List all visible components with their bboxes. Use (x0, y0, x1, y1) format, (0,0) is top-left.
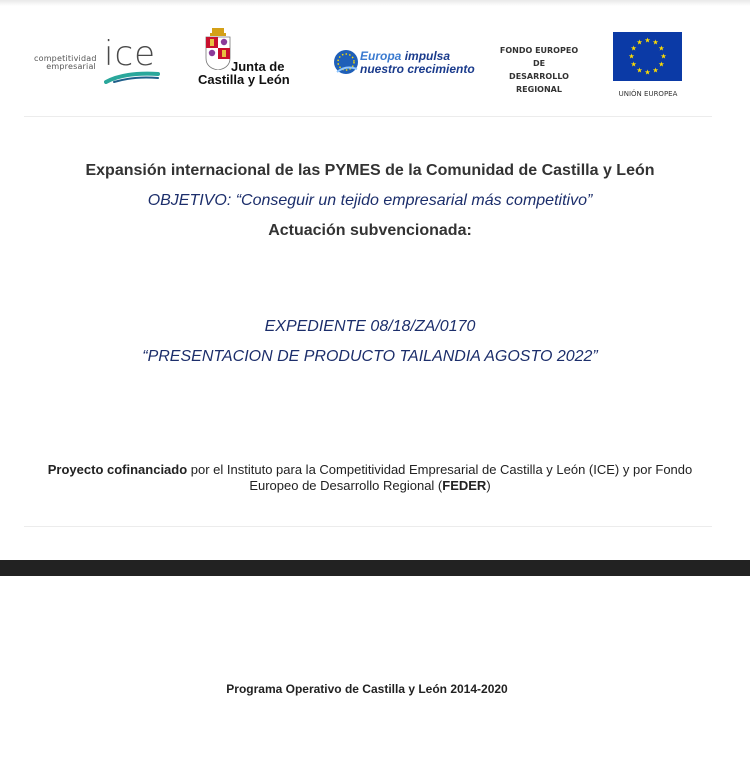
svg-text:★: ★ (630, 60, 637, 69)
funding-statement (30, 462, 710, 494)
programa-operativo: Programa Operativo de Castilla y León 2014-2020 (226, 682, 508, 696)
logo-strip (0, 0, 750, 110)
feder-logo-text (493, 44, 585, 96)
junta-line2: Castilla y León (198, 72, 290, 87)
svg-text:★: ★ (652, 38, 659, 47)
ice-logo-subtitle: competitividad empresarial (34, 54, 97, 71)
svg-text:★: ★ (644, 68, 651, 77)
divider-bottom (24, 526, 712, 527)
feder-line3: REGIONAL (516, 85, 562, 94)
funding-text: por el Instituto para la Competitividad Empresarial de Castilla y León (ICE) y por Fondo Europeo de Desarrollo Regional ( (187, 462, 693, 493)
funding-lead: Proyecto cofinanciado (47, 462, 188, 477)
expediente-name: “PRESENTACION DE PRODUCTO TAILANDIA AGOSTO 2022” (142, 348, 598, 365)
junta-castilla-leon-logo (198, 28, 298, 90)
svg-text:★: ★ (652, 66, 659, 75)
ice-swoosh-icon (104, 70, 160, 84)
divider-top (24, 116, 712, 117)
expediente-number: EXPEDIENTE 08/18/ZA/0170 (264, 318, 476, 335)
feder-line2: DESARROLLO (509, 72, 569, 81)
svg-text:★: ★ (660, 52, 667, 61)
europa-word: Europa (360, 49, 402, 63)
svg-text:★: ★ (658, 60, 665, 69)
svg-text:★: ★ (636, 38, 643, 47)
svg-text:★: ★ (644, 36, 651, 45)
footer-band (0, 560, 750, 576)
europa-impulsa-logo (333, 45, 478, 81)
impulsa-word: impulsa (404, 49, 451, 63)
europa-line2: nuestro crecimiento (360, 62, 475, 76)
ice-logo-wordmark: ice (104, 34, 157, 74)
objective-line: OBJETIVO: “Conseguir un tejido empresarial más competitivo” (147, 192, 593, 209)
eu-label: UNIÓN EUROPEA (618, 90, 678, 98)
junta-line1: Junta de (231, 59, 285, 74)
svg-text:★: ★ (636, 66, 643, 75)
funding-feder: FEDER (442, 478, 487, 493)
svg-text:★: ★ (630, 44, 637, 53)
junta-text (198, 60, 298, 86)
svg-text:★: ★ (658, 44, 665, 53)
eu-flag-icon (613, 32, 682, 81)
svg-text:★: ★ (628, 52, 635, 61)
europa-star-circle-icon (333, 45, 359, 79)
europa-text (360, 50, 475, 76)
funding-close: ) (486, 478, 491, 493)
actuacion-heading: Actuación subvencionada: (268, 222, 472, 239)
feder-line1: FONDO EUROPEO DE (499, 46, 579, 68)
page-title: Expansión internacional de las PYMES de la Comunidad de Castilla y León (85, 162, 655, 179)
ice-logo (34, 34, 159, 90)
